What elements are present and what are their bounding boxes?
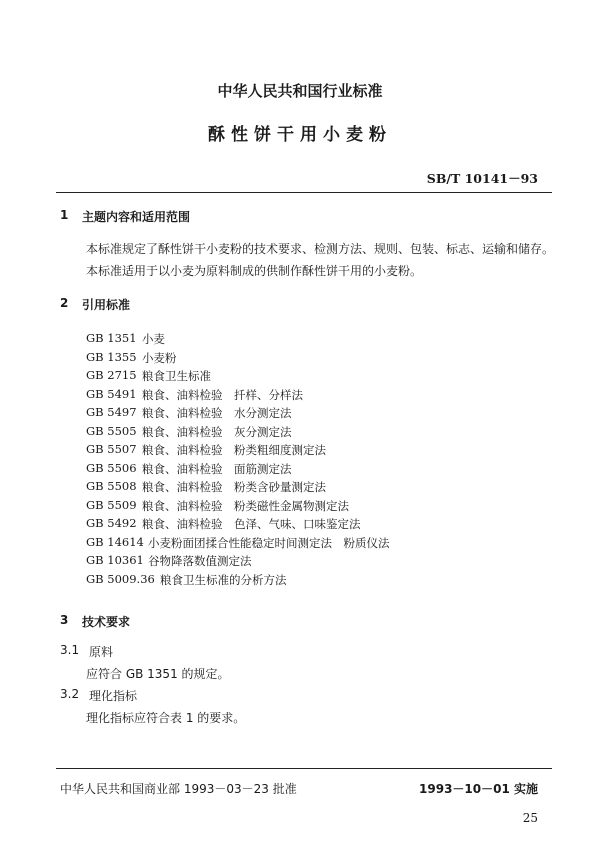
reference-name: 小麦 <box>142 332 165 346</box>
reference-code: GB 5506 <box>86 460 137 475</box>
reference-code: GB 2715 <box>86 368 137 382</box>
footer-divider <box>56 768 552 769</box>
reference-code: GB 5009.36 <box>86 571 155 586</box>
reference-row <box>86 535 390 551</box>
reference-row <box>86 461 292 477</box>
reference-name: 粮食、油料检验 面筋测定法 <box>142 461 292 476</box>
standard-code: SB/T 10141－93 <box>426 171 538 186</box>
standard-category-title: 中华人民共和国行业标准 <box>217 82 383 100</box>
reference-name: 粮食、油料检验 粉类磁性金属物测定法 <box>142 498 349 513</box>
header-divider <box>56 192 552 193</box>
section-1-paragraph: 本标准适用于以小麦为原料制成的供制作酥性饼干用的小麦粉。 <box>86 264 423 278</box>
reference-code: GB 5505 <box>86 423 137 438</box>
reference-row <box>86 516 361 532</box>
reference-row <box>86 331 165 347</box>
subsection-3-2-number: 3.2 <box>60 687 80 701</box>
reference-row <box>86 479 326 495</box>
subsection-3-2-title: 理化指标 <box>89 689 138 703</box>
reference-name: 粮食、油料检验 色泽、气味、口味鉴定法 <box>142 517 361 531</box>
reference-row <box>86 553 252 569</box>
reference-row <box>86 572 287 588</box>
reference-name: 粮食、油料检验 扦样、分样法 <box>142 387 303 402</box>
reference-row <box>86 424 292 440</box>
reference-code: GB 10361 <box>86 553 144 567</box>
reference-row <box>86 442 326 458</box>
reference-code: GB 5508 <box>86 479 137 493</box>
page-number: 25 <box>522 811 538 825</box>
reference-name: 粮食、油料检验 粉类含砂量测定法 <box>142 480 326 494</box>
reference-name: 粮食卫生标准的分析方法 <box>160 572 287 587</box>
section-3-title: 技术要求 <box>82 615 131 629</box>
reference-name: 粮食、油料检验 灰分测定法 <box>142 424 292 439</box>
reference-row <box>86 405 292 421</box>
reference-code: GB 5497 <box>86 405 137 419</box>
reference-name: 粮食、油料检验 水分测定法 <box>142 406 292 420</box>
reference-row <box>86 350 177 366</box>
reference-code: GB 5507 <box>86 442 137 456</box>
reference-code: GB 14614 <box>86 534 144 549</box>
subsection-3-1-text: 应符合 GB 1351 的规定。 <box>86 667 230 681</box>
subsection-3-1-title: 原料 <box>89 645 114 659</box>
reference-name: 谷物降落数值测定法 <box>148 554 252 568</box>
reference-code: GB 5509 <box>86 497 137 512</box>
document-title: 酥性饼干用小麦粉 <box>208 125 392 145</box>
section-2-title: 引用标准 <box>82 298 131 312</box>
approval-note: 中华人民共和国商业部 1993－03－23 批准 <box>60 782 297 796</box>
reference-code: GB 1351 <box>86 331 137 345</box>
reference-name: 粮食卫生标准 <box>142 369 211 383</box>
reference-row <box>86 498 349 514</box>
section-2-number: 2 <box>60 296 69 310</box>
reference-name: 小麦粉面团揉合性能稳定时间测定法 粉质仪法 <box>148 535 390 550</box>
reference-name: 小麦粉 <box>142 350 177 365</box>
reference-code: GB 1355 <box>86 349 137 364</box>
reference-code: GB 5491 <box>86 386 137 401</box>
implementation-date: 1993－10－01 实施 <box>419 782 538 796</box>
section-3-number: 3 <box>60 613 69 627</box>
reference-row <box>86 368 211 384</box>
subsection-3-2-text: 理化指标应符合表 1 的要求。 <box>86 711 246 725</box>
section-1-paragraph: 本标准规定了酥性饼干小麦粉的技术要求、检测方法、规则、包装、标志、运输和储存。 <box>86 242 555 256</box>
section-1-number: 1 <box>60 208 69 222</box>
reference-name: 粮食、油料检验 粉类粗细度测定法 <box>142 443 326 457</box>
reference-code: GB 5492 <box>86 516 137 530</box>
reference-row <box>86 387 303 403</box>
section-1-title: 主题内容和适用范围 <box>82 210 191 224</box>
subsection-3-1-number: 3.1 <box>60 643 80 657</box>
